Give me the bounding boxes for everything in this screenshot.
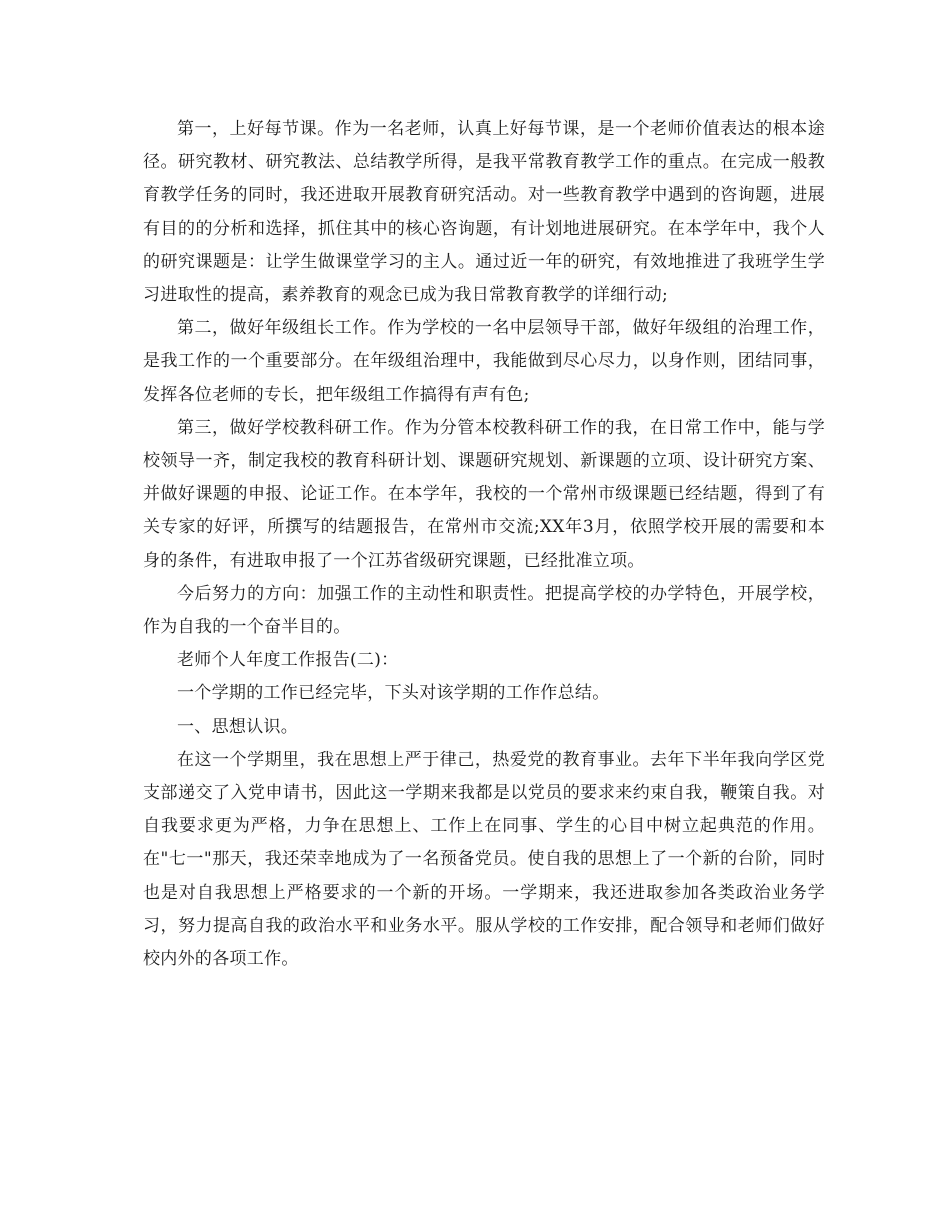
paragraph-1: 第一，上好每节课。作为一名老师，认真上好每节课，是一个老师价值表达的根本途径。研究教材、研究教法、总结教学所得，是我平常教育教学工作的重点。在完成一般教育教学任务的同时，我还进取开展教育研究活动。对一些教育教学中遇到的咨询题，进展有目的的分析和选择，抓住其中的核心咨询题，有计划地进展研究。在本学年中，我个人的研究课题是：让学生做课堂学习的主人。通过近一年的研究，有效地推进了我班学生学习进取性的提高，素养教育的观念已成为我日常教育教学的详细行动; (143, 119, 825, 306)
paragraph-8: 在这一个学期里，我在思想上严于律己，热爱党的教育事业。去年下半年我向学区党支部递交了入党申请书，因此这一学期来我都是以党员的要求来约束自我，鞭策自我。对自我要求更为严格，力争在思想上、工作上在同事、学生的心目中树立起典范的作用。在"七一"那天，我还荣幸地成为了一名预备党员。使自我的思想上了一个新的台阶，同时也是对自我思想上严格要求的一个新的开场。一学期来，我还进取参加各类政治业务学习，努力提高自我的政治水平和业务水平。服从学校的工作安排，配合领导和老师们做好校内外的各项工作。 (143, 749, 825, 970)
paragraph-2: 第二，做好年级组长工作。作为学校的一名中层领导干部，做好年级组的治理工作，是我工作的一个重要部分。在年级组治理中，我能做到尽心尽力，以身作则，团结同事，发挥各位老师的专长，把年级组工作搞得有声有色; (143, 318, 825, 405)
paragraph-5-heading: 老师个人年度工作报告(二)： (177, 650, 399, 671)
paragraph-4: 今后努力的方向：加强工作的主动性和职责性。把提高学校的办学特色，开展学校，作为自我的一个奋半目的。 (143, 583, 825, 638)
document-body (143, 113, 825, 976)
paragraph-3: 第三，做好学校教科研工作。作为分管本校教科研工作的我，在日常工作中，能与学校领导一齐，制定我校的教育科研计划、课题研究规划、新课题的立项、设计研究方案、并做好课题的申报、论证工作。在本学年，我校的一个常州市级课题已经结题，得到了有关专家的好评，所撰写的结题报告，在常州市交流;XX年3月，依照学校开展的需要和本身的条件，有进取申报了一个江苏省级研究课题，已经批准立项。 (143, 417, 825, 571)
paragraph-6: 一个学期的工作已经完毕，下头对该学期的工作作总结。 (177, 683, 610, 704)
paragraph-7-heading: 一、思想认识。 (177, 716, 299, 737)
